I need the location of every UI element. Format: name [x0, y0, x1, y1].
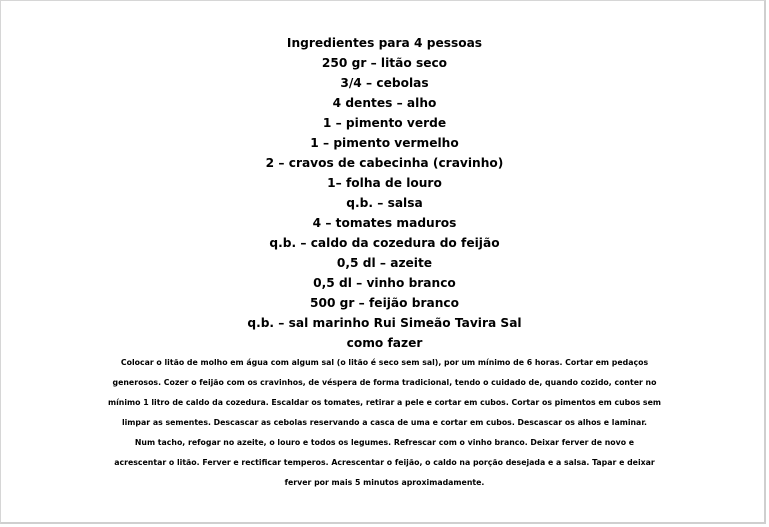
- ingredient-item: 4 – tomates maduros: [312, 216, 457, 230]
- ingredient-item: 2 – cravos de cabecinha (cravinho): [265, 156, 504, 170]
- method-title: como fazer: [346, 336, 423, 350]
- ingredients-title: Ingredientes para 4 pessoas: [286, 36, 483, 50]
- ingredient-item: q.b. – caldo da cozedura do feijão: [269, 236, 500, 250]
- ingredients-list: [0, 53, 769, 333]
- ingredient-item: 4 dentes – alho: [332, 96, 437, 110]
- ingredient-item: 250 gr – litão seco: [321, 56, 448, 70]
- method-line: generosos. Cozer o feijão com os cravinhos, de véspera de forma tradicional, tendo o cuidado de, quando cozido, conter no: [112, 378, 657, 387]
- ingredient-item: q.b. – sal marinho Rui Simeão Tavira Sal: [247, 316, 522, 330]
- method-paragraph: [0, 353, 769, 493]
- ingredient-item: 3/4 – cebolas: [340, 76, 429, 90]
- ingredient-item: 500 gr – feijão branco: [310, 296, 459, 310]
- method-line: Num tacho, refogar no azeite, o louro e todos os legumes. Refrescar com o vinho branco. Deixar ferver de novo e: [134, 438, 635, 447]
- method-line: mínimo 1 litro de caldo da cozedura. Escaldar os tomates, retirar a pele e cortar em cubos. Cortar os pimentos em cubos sem: [108, 398, 661, 407]
- ingredient-item: 0,5 dl – vinho branco: [313, 276, 456, 290]
- method-line: Colocar o litão de molho em água com algum sal (o litão é seco sem sal), por um mínimo de 6 horas. Cortar em pedaços: [120, 358, 649, 367]
- method-line: limpar as sementes. Descascar as cebolas reservando a casca de uma e cortar em cubos. Descascar os alhos e laminar.: [121, 418, 648, 427]
- ingredient-item: 1– folha de louro: [327, 176, 442, 190]
- method-line: ferver por mais 5 minutos aproximadamente.: [284, 478, 485, 487]
- ingredient-item: 0,5 dl – azeite: [336, 256, 433, 270]
- ingredient-item: 1 – pimento verde: [322, 116, 447, 130]
- ingredient-item: q.b. – salsa: [346, 196, 423, 210]
- method-line: acrescentar o litão. Ferver e rectificar temperos. Acrescentar o feijão, o caldo na porção desejada e a salsa. Tapar e deixar: [114, 458, 655, 467]
- ingredient-item: 1 – pimento vermelho: [310, 136, 459, 150]
- recipe-document: [0, 33, 769, 493]
